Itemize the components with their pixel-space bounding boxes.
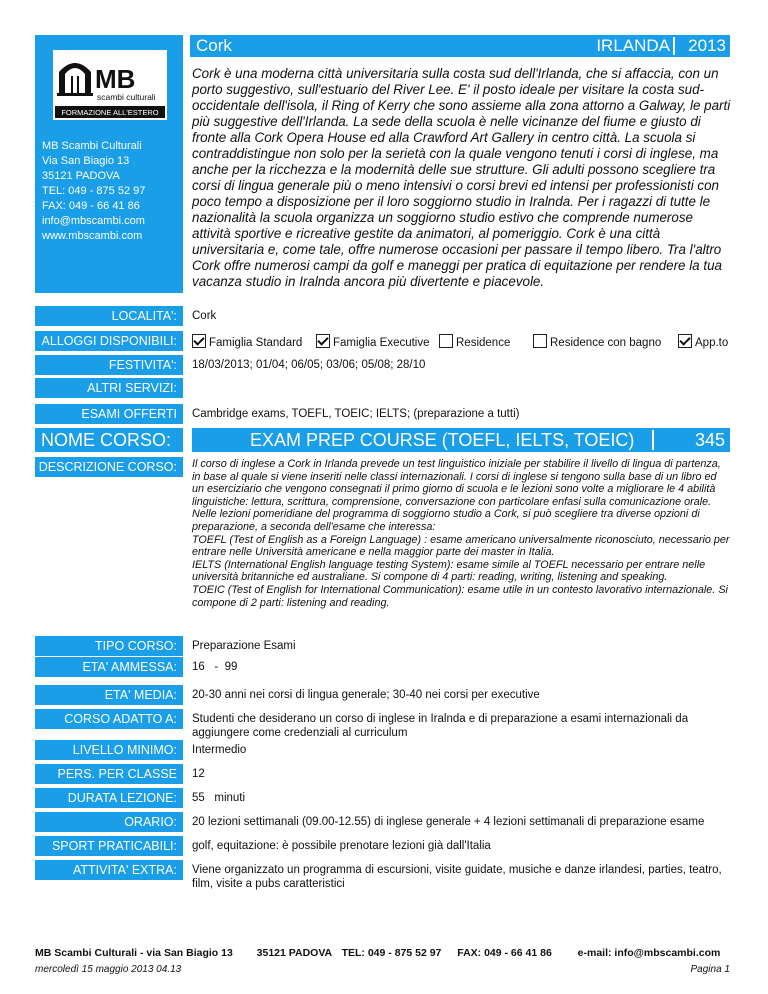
eta-media-label: ETA' MEDIA:: [35, 685, 183, 705]
eta-ammessa-label: ETA' AMMESSA:: [35, 657, 183, 677]
contact-tel: TEL: 049 - 875 52 97: [42, 185, 146, 197]
logo-arch-icon: [53, 50, 167, 120]
course-title-bar: [192, 428, 730, 452]
agency-contact: [42, 139, 145, 244]
course-code: 345: [694, 430, 725, 450]
course-divider: [652, 430, 654, 450]
checkbox-checked-icon[interactable]: [678, 334, 692, 348]
tipo-corso-value: Preparazione Esami: [192, 640, 296, 652]
eta-media-value: 20-30 anni nei corsi di lingua generale; 30-40 nei corsi per executive: [192, 689, 540, 701]
attivita-extra-label: ATTIVITA' EXTRA:: [35, 860, 183, 880]
agency-sidebar: [35, 35, 183, 293]
footer-city: 35121 PADOVA: [256, 947, 332, 959]
alloggi-options: [192, 334, 732, 348]
contact-city: 35121 PADOVA: [42, 170, 120, 182]
title-bar: [190, 35, 730, 57]
description-paragraph: IELTS (International English language testing System): esame simile al TOEFL necessario per entrare nelle università britanniche ed australiane. Si compone di 4 parti: reading, writing, listening and speaking.: [192, 558, 706, 584]
tipo-corso-label: TIPO CORSO:: [35, 636, 183, 656]
footer-fax: FAX: 049 - 66 41 86: [457, 947, 552, 959]
course-name-label: NOME CORSO:: [35, 428, 183, 452]
course-description-label: DESCRIZIONE CORSO:: [35, 457, 183, 477]
logo-initials: MB: [95, 64, 136, 94]
logo-banner: FORMAZIONE ALL'ESTERO: [61, 108, 159, 117]
livello-minimo-label: LIVELLO MINIMO:: [35, 740, 183, 760]
festivita-label: FESTIVITA':: [35, 355, 183, 375]
alloggi-label: ALLOGGI DISPONIBILI:: [35, 331, 183, 351]
pers-per-classe-value: 12: [192, 768, 205, 780]
corso-adatto-value: Studenti che desiderano un corso di inglese in Iralnda e di preparazione a esami internazionali da aggiungere come credenziali al curriculum: [192, 713, 689, 739]
altri-servizi-label: ALTRI SERVIZI:: [35, 378, 183, 398]
contact-fax: FAX: 049 - 66 41 86: [42, 200, 140, 212]
description-paragraph: Nelle lezioni pomeridiane del programma di soggiorno studio a Cork, si può scegliere tra diverse opzioni di preparazione, a seconda dell'esame che interessa:: [192, 508, 700, 533]
contact-email[interactable]: info@mbscambi.com: [42, 215, 145, 227]
checkbox-unchecked-icon[interactable]: [533, 334, 547, 348]
orario-label: ORARIO:: [35, 812, 183, 832]
checkbox-checked-icon[interactable]: [192, 334, 206, 348]
esami-label: ESAMI OFFERTI: [35, 404, 183, 424]
year-title: 2013: [688, 36, 726, 55]
alloggi-option-residence-con-bagno[interactable]: Residence con bagno: [533, 334, 661, 350]
orario-value: 20 lezioni settimanali (09.00-12.55) di inglese generale + 4 lezioni settimanali di preparazione esame: [192, 816, 705, 828]
corso-adatto-label: CORSO ADATTO A:: [35, 709, 183, 729]
course-description: [192, 458, 730, 609]
alloggi-option-appartamento[interactable]: App.to: [678, 334, 728, 350]
pers-per-classe-label: PERS. PER CLASSE: [35, 764, 183, 784]
footer-date: mercoledì 15 maggio 2013 04.13: [35, 964, 182, 975]
alloggi-option-famiglia-standard[interactable]: Famiglia Standard: [192, 334, 302, 350]
city-title: Cork: [196, 36, 232, 55]
footer-contact: [35, 947, 720, 959]
esami-value: Cambridge exams, TOEFL, TOEIC; IELTS; (preparazione a tutti): [192, 408, 520, 420]
contact-street: Via San Biagio 13: [42, 155, 130, 167]
localita-label: LOCALITA':: [35, 306, 183, 326]
checkbox-unchecked-icon[interactable]: [439, 334, 453, 348]
festivita-value: 18/03/2013; 01/04; 06/05; 03/06; 05/08; 28/10: [192, 359, 426, 371]
durata-lezione-label: DURATA LEZIONE:: [35, 788, 183, 808]
footer-email[interactable]: e-mail: info@mbscambi.com: [577, 947, 721, 959]
logo-subtitle: scambi culturali: [97, 92, 156, 102]
contact-name: MB Scambi Culturali: [42, 140, 142, 152]
city-intro: Cork è una moderna città universitaria sulla costa sud dell'Irlanda, che si affaccia, con un porto suggestivo, sull'estuario del River Lee. E' il posto ideale per visitare la costa sud-occidentale dell'isola, il Ring of Kerry che sono assieme alla zona attorno a Galway, le parti più suggestive dell'Irlanda. La sede della scuola è nelle vicinanze del fiume e giusto di fronte alla Cork Opera House ed alla Crawford Art Gallery in centro città. La scuola si contraddistingue non solo per la serietà con la quale vengono tenuti i corsi di inglese, ma anche per la ricchezza e la modernità delle sue strutture. Gli adulti possono scegliere tra corsi di lingua generale più o meno intensivi o corsi brevi ed intensi per professionisti con poco tempo a disposizione per il loro soggiorno studio in Iralnda. Per i ragazzi di tutte le nazionalità la scuola organizza un soggiorno studio estivo che comprende numerose attività sportive e ricreative gestite da animatori, al pomeriggio. Cork è una città universitaria e, come tale, offre numerose occasioni per passare il tempo libero. Tra l'altro Cork offre numerosi campi da golf e maneggi per pratica di equitazione per rendere la tua vacanza studio in Iralnda ancora più divertente e piacevole.: [192, 66, 731, 289]
title-divider: [673, 37, 675, 55]
description-paragraph: Il corso di inglese a Cork in Irlanda prevede un test linguistico iniziale per stabilire il livello di lingua di partenza, in base al quale si viene inseriti nelle classi internazionali. I corsi di inglese si tengono sulla base di un libro ed un eserciziario che vengono consegnati il primo giorno di scuola e le lezioni sono volte a migliorare le 4 abilità linguistiche: lettura, scrittura, comprensione, conversazione con particolare enfasi sulla comunicazione orale.: [192, 458, 721, 508]
footer-tel: TEL: 049 - 875 52 97: [341, 947, 442, 959]
sport-praticabili-label: SPORT PRATICABILI:: [35, 836, 183, 856]
alloggi-option-residence[interactable]: Residence: [439, 334, 510, 350]
checkbox-checked-icon[interactable]: [316, 334, 330, 348]
contact-website[interactable]: www.mbscambi.com: [42, 230, 143, 242]
description-paragraph: TOEFL (Test of English as a Foreign Language) : esame americano universalmente riconosciuto, necessario per entrare nelle Università americane e nella maggior parte dei master in Italia.: [192, 533, 730, 559]
durata-lezione-value: 55 minuti: [192, 792, 246, 804]
course-name: EXAM PREP COURSE (TOEFL, IELTS, TOEIC): [250, 430, 635, 450]
attivita-extra-value: Viene organizzato un programma di escursioni, visite guidate, musiche e danze irlandesi, parties, teatro, film, visite a pubs caratteristici: [192, 864, 722, 890]
description-paragraph: TOEIC (Test of English for International Communication): esame utile in un contesto lavorativo internazionale. Si compone di 2 parti: listening and reading.: [192, 583, 728, 609]
sport-praticabili-value: golf, equitazione: è possibile prenotare lezioni già dall'Italia: [192, 840, 491, 852]
footer-address: MB Scambi Culturali - via San Biagio 13: [35, 947, 233, 959]
page-number: Pagina 1: [690, 964, 730, 975]
country-title: IRLANDA: [596, 36, 670, 55]
livello-minimo-value: Intermedio: [192, 744, 247, 756]
agency-logo: [53, 50, 167, 120]
alloggi-option-famiglia-executive[interactable]: Famiglia Executive: [316, 334, 430, 350]
eta-ammessa-value: 16 - 99: [192, 661, 238, 673]
localita-value: Cork: [192, 310, 217, 322]
